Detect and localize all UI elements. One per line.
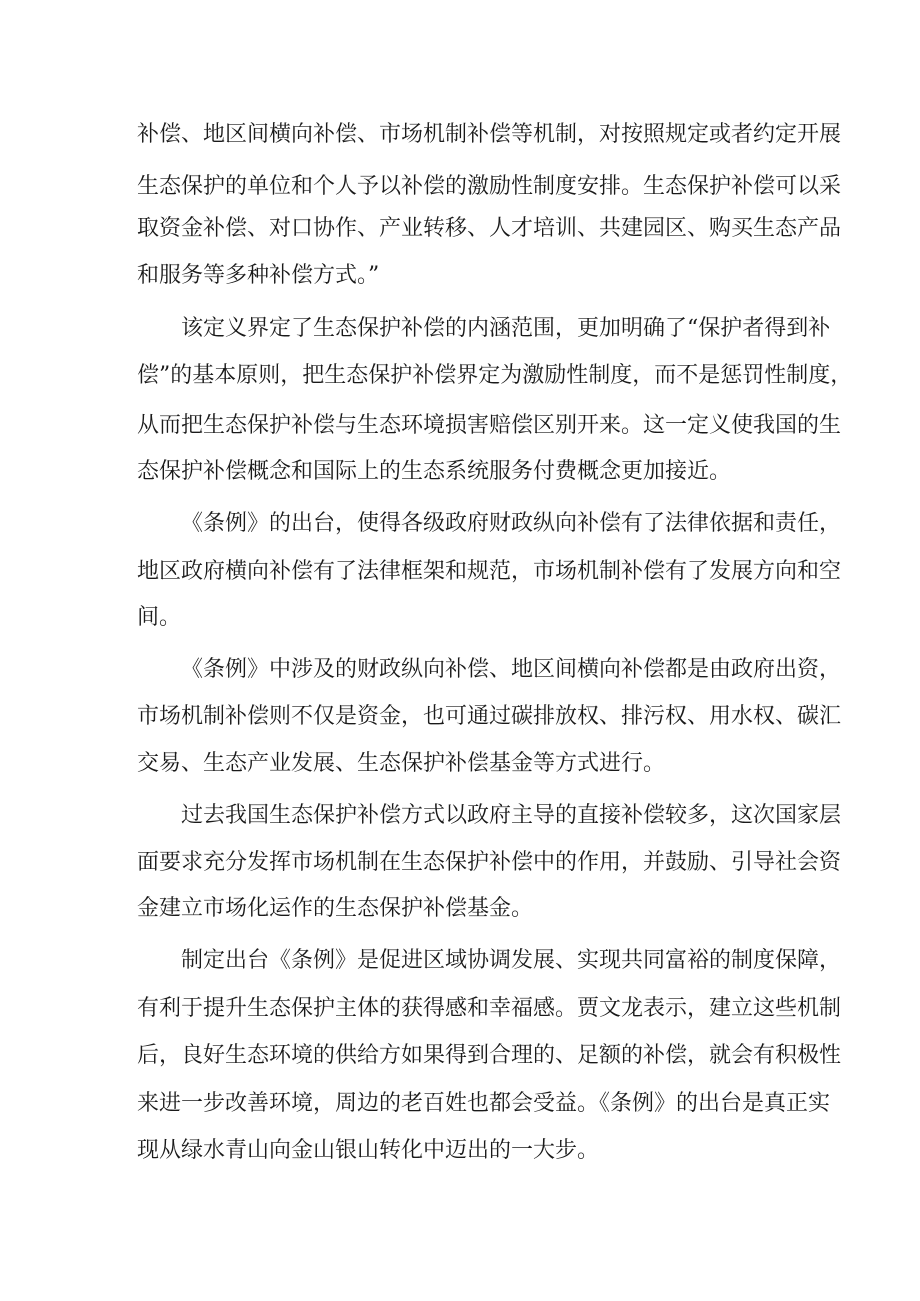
paragraph-2-line-4: 态保护补偿概念和国际上的生态系统服务付费概念更加接近。 — [137, 459, 732, 484]
paragraph-3-line-3: 间。 — [137, 605, 182, 630]
paragraph-3-line-2: 地区政府横向补偿有了法律框架和规范，市场机制补偿有了发展方向和空 — [137, 559, 842, 584]
paragraph-6-line-2: 有利于提升生态保护主体的获得感和幸福感。贾文龙表示，建立这些机制 — [137, 996, 842, 1021]
paragraph-6-line-4: 来进一步改善环境，周边的老百姓也都会受益。《条例》的出台是真正实 — [137, 1091, 831, 1116]
paragraph-5-line-3: 金建立市场化运作的生态保护补偿基金。 — [137, 896, 534, 921]
paragraph-2-line-2: 偿”的基本原则，把生态保护补偿界定为激励性制度，而不是惩罚性制度， — [137, 363, 853, 388]
paragraph-4-line-2: 市场机制补偿则不仅是资金，也可通过碳排放权、排污权、用水权、碳汇 — [137, 704, 842, 729]
paragraph-1-line-2: 生态保护的单位和个人予以补偿的激励性制度安排。生态保护补偿可以采 — [137, 174, 842, 199]
paragraph-2-line-1: 该定义界定了生态保护补偿的内涵范围，更加明确了“保护者得到补 — [181, 316, 831, 341]
paragraph-2-line-3: 从而把生态保护补偿与生态环境损害赔偿区别开来。这一定义使我国的生 — [137, 413, 842, 438]
paragraph-5-line-2: 面要求充分发挥市场机制在生态保护补偿中的作用，并鼓励、引导社会资 — [137, 850, 842, 875]
paragraph-1-line-3: 取资金补偿、对口协作、产业转移、人才培训、共建园区、购买生态产品 — [137, 216, 842, 241]
paragraph-4-line-1: 《条例》中涉及的财政纵向补偿、地区间横向补偿都是由政府出资， — [181, 657, 842, 682]
paragraph-6-line-1: 制定出台《条例》是促进区域协调发展、实现共同富裕的制度保障， — [181, 948, 842, 973]
paragraph-1-line-4: 和服务等多种补偿方式。” — [137, 263, 380, 288]
paragraph-1-line-1: 补偿、地区间横向补偿、市场机制补偿等机制，对按照规定或者约定开展 — [137, 122, 842, 147]
paragraph-5-line-1: 过去我国生态保护补偿方式以政府主导的直接补偿较多，这次国家层 — [181, 803, 842, 828]
paragraph-3-line-1: 《条例》的出台，使得各级政府财政纵向补偿有了法律依据和责任， — [181, 511, 842, 536]
paragraph-4-line-3: 交易、生态产业发展、生态保护补偿基金等方式进行。 — [137, 751, 666, 776]
paragraph-6-line-5: 现从绿水青山向金山银山转化中迈出的一大步。 — [137, 1138, 600, 1163]
paragraph-6-line-3: 后，良好生态环境的供给方如果得到合理的、足额的补偿，就会有积极性 — [137, 1043, 842, 1068]
